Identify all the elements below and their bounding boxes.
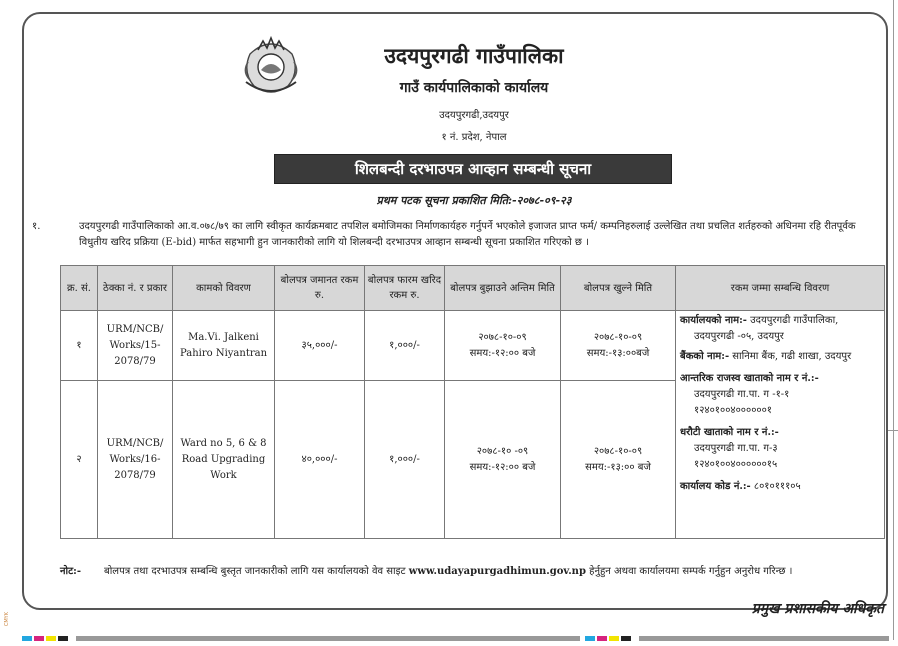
page-trim-tick bbox=[888, 430, 898, 431]
intro-number: १. bbox=[32, 221, 41, 232]
table-row bbox=[61, 311, 885, 381]
col-header-contract: ठेक्का नं. र प्रकार bbox=[98, 266, 173, 311]
deposit-account-name: उदयपुरगढी गा.पा. ग-३ bbox=[694, 443, 778, 454]
cell-work: Ma.Vi. Jalkeni Pahiro Niyantran bbox=[173, 311, 275, 381]
col-header-work: कामको विवरण bbox=[173, 266, 275, 311]
color-swatch-yellow bbox=[609, 636, 619, 641]
office-name-label: कार्यालयको नाम:- bbox=[680, 315, 747, 326]
revenue-account-label: आन्तरिक राजस्व खाताको नाम र नं.:- bbox=[680, 373, 819, 384]
signature-title: प्रमुख प्रशासकीय अधिकृत bbox=[751, 601, 884, 617]
website-link[interactable]: www.udayapurgadhimun.gov.np bbox=[408, 566, 586, 577]
cell-open-date bbox=[561, 381, 676, 539]
cell-contract: URM/NCB/ Works/16- 2078/79 bbox=[98, 381, 173, 539]
office-code-label: कार्यालय कोड नं.:- bbox=[680, 481, 751, 492]
note-text-after: हेर्नुहुन अथवा कार्यालयमा सम्पर्क गर्नुहुन अनुरोध गरिन्छ । bbox=[589, 566, 793, 577]
tender-table bbox=[60, 265, 885, 539]
color-swatch-black bbox=[58, 636, 68, 641]
notice-frame bbox=[22, 12, 888, 617]
note-text-before: बोलपत्र तथा दरभाउपत्र सम्बन्धि बुस्तृत जानकारीको लागि यस कार्यालयको वेव साइट bbox=[104, 566, 406, 577]
cell-open-date bbox=[561, 311, 676, 381]
color-swatch-magenta bbox=[597, 636, 607, 641]
revenue-account-name: उदयपुरगढी गा.पा. ग -१-१ bbox=[694, 389, 790, 400]
col-header-security: बोलपत्र जमानत रकम रु. bbox=[275, 266, 365, 311]
bank-name-label: बैंकको नाम:- bbox=[680, 351, 730, 362]
submit-time: समय:-१२:०० बजे bbox=[469, 347, 536, 359]
color-swatch-cyan bbox=[585, 636, 595, 641]
deposit-account-number: १२४०१००४००००००१५ bbox=[694, 459, 778, 470]
col-header-bank-details: रकम जम्मा सम्बन्धि विवरण bbox=[676, 266, 885, 311]
footer-note bbox=[60, 563, 884, 581]
cell-work: Ward no 5, 6 & 8 Road Upgrading Work bbox=[173, 381, 275, 539]
office-address: उदयपुरगढी,उदयपुर bbox=[439, 110, 509, 121]
cell-security: ३५,०००/- bbox=[275, 311, 365, 381]
col-header-sn: क्र. सं. bbox=[61, 266, 98, 311]
municipality-title: उदयपुरगढी गाउँपालिका bbox=[384, 43, 564, 68]
office-name-value-2: उदयपुरगढी -०५, उदयपुर bbox=[694, 331, 784, 342]
page-trim-line bbox=[893, 0, 894, 640]
color-swatch-yellow bbox=[46, 636, 56, 641]
table-header-row bbox=[61, 266, 885, 311]
print-mark: CMYK bbox=[4, 612, 10, 627]
cell-submit-date bbox=[445, 381, 561, 539]
note-label: नोट:- bbox=[60, 566, 82, 577]
intro-paragraph bbox=[32, 219, 887, 251]
color-swatch-cyan bbox=[22, 636, 32, 641]
cell-sn: १ bbox=[61, 311, 98, 381]
cell-form-fee: १,०००/- bbox=[365, 311, 445, 381]
bank-name-value: सानिमा बैंक, गढी शाखा, उदयपुर bbox=[732, 351, 852, 362]
color-swatch-black bbox=[621, 636, 631, 641]
color-strip-gray bbox=[76, 636, 580, 641]
office-title: गाउँ कार्यपालिकाको कार्यालय bbox=[399, 80, 549, 96]
color-swatch-magenta bbox=[34, 636, 44, 641]
office-name-value: उदयपुरगढी गाउँपालिका, bbox=[750, 315, 839, 326]
cell-submit-date bbox=[445, 311, 561, 381]
col-header-form-fee: बोलपत्र फारम खरिद रकम रु. bbox=[365, 266, 445, 311]
submit-date: २०७८-१० -०९ bbox=[476, 445, 529, 457]
color-strip-gray bbox=[639, 636, 889, 641]
col-header-open-date: बोलपत्र खुल्ने मिति bbox=[561, 266, 676, 311]
submit-time: समय:-१२:०० बजे bbox=[469, 461, 536, 473]
submit-date: २०७८-१०-०९ bbox=[478, 331, 527, 343]
open-date: २०७८-१०-०९ bbox=[593, 331, 643, 343]
open-time: समय:-१३:००बजे bbox=[586, 347, 650, 359]
note-text bbox=[104, 563, 884, 581]
publish-date: प्रथम पटक सूचना प्रकाशित मिति:-२०७८-०९-२३ bbox=[376, 194, 572, 207]
province-line: १ नं. प्रदेश, नेपाल bbox=[441, 132, 507, 143]
office-code-value: ८०१०१११०५ bbox=[753, 481, 801, 492]
cell-form-fee: १,०००/- bbox=[365, 381, 445, 539]
open-time: समय:-१३:०० बजे bbox=[585, 461, 651, 473]
cell-bank-details bbox=[676, 311, 885, 539]
revenue-account-number: १२४०१००४००००००१ bbox=[694, 405, 772, 416]
col-header-submit-date: बोलपत्र बुझाउने अन्तिम मिति bbox=[445, 266, 561, 311]
deposit-account-label: धरौटी खाताको नाम र नं.:- bbox=[680, 427, 779, 438]
cell-sn: २ bbox=[61, 381, 98, 539]
notice-title-banner: शिलबन्दी दरभाउपत्र आव्हान सम्बन्धी सूचना bbox=[274, 154, 672, 184]
cell-security: ४०,०००/- bbox=[275, 381, 365, 539]
open-date: २०७८-१०-०९ bbox=[593, 445, 643, 457]
intro-text: उदयपुरगढी गाउँपालिकाको आ.व.०७८/७९ का लागि स्वीकृत कार्यक्रमबाट तपशिल बमोजिमका निर्माणकार्यहरु गर्नुपर्ने भएकोले इजाजत प्राप्त फर्म/ कम्पनिहरुलाई उल्लेखित तथा प्रचलित शर्तहरुको अधिनमा रहि रीतपूर्वक विधुतीय खरिद प्रक्रिया (E-bid) मार्फत सहभागी हुन जानकारीको लागि यो शिलबन्दी दरभाउपत्र आव्हान सम्बन्धी सूचना प्रकाशित गरिएको छ । bbox=[79, 221, 856, 248]
cell-contract: URM/NCB/ Works/15- 2078/79 bbox=[98, 311, 173, 381]
